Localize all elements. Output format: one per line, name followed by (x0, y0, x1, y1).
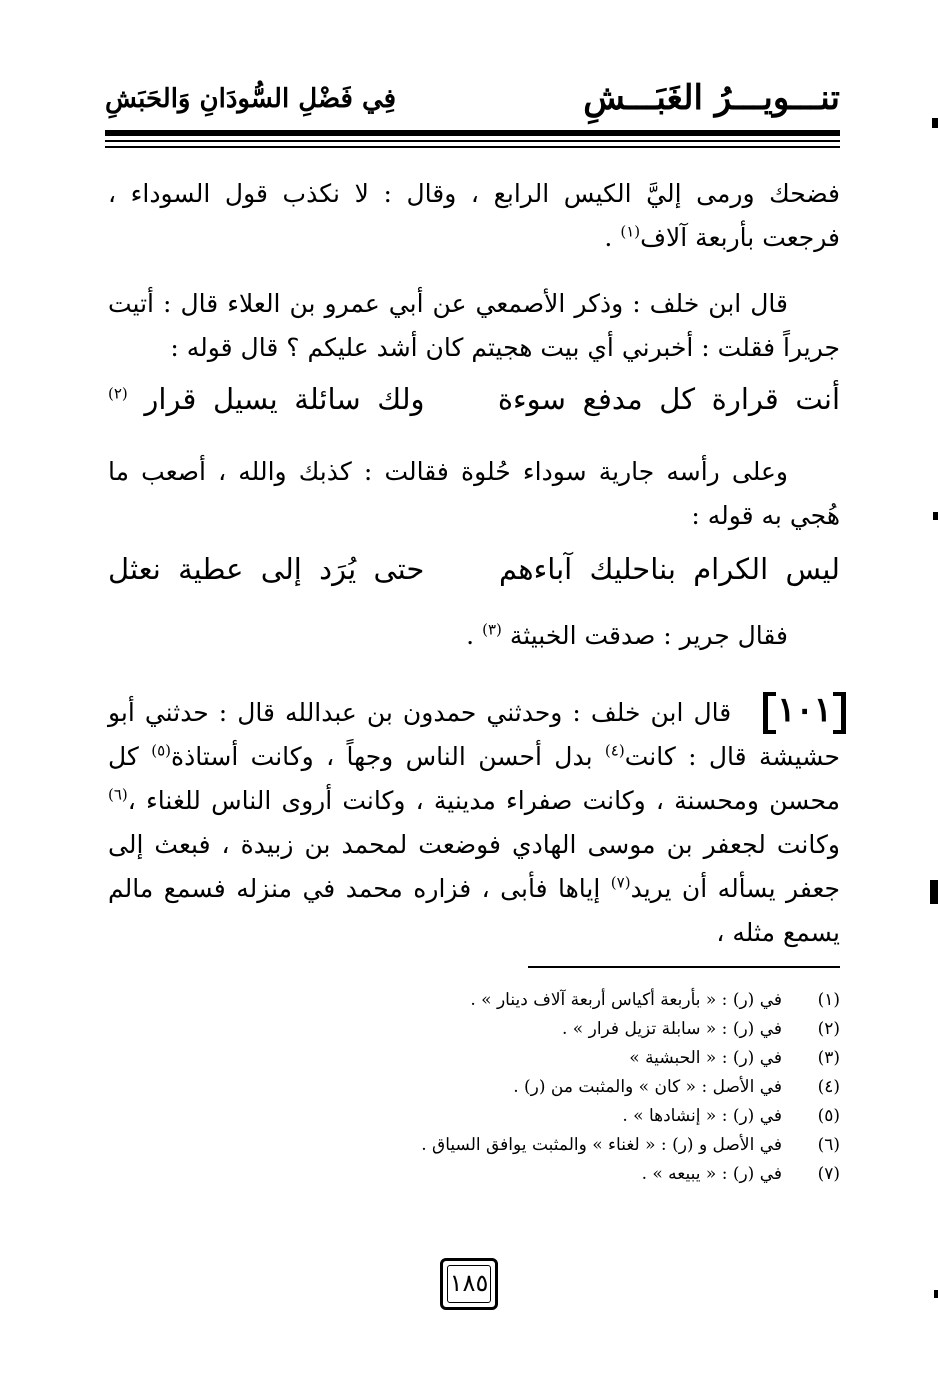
scan-mark (932, 118, 938, 128)
verse-hemistich: حتى يُرَد إلى عطية نعثل (108, 552, 425, 586)
paragraph-2: قال ابن خلف : وذكر الأصمعي عن أبي عمرو بن العلاء قال : أتيت جريراً فقلت : أخبرني أي بيت هجيتم كان أشد عليكم ؟ قال قوله : (108, 289, 840, 362)
verse-hemistich: ليس الكرام بناحليك آباءهم (499, 552, 841, 586)
running-header (105, 70, 840, 130)
footnote-item: (٢) في (ر) : « سابلة تزيل فرار » . (562, 1019, 840, 1039)
footnote-ref: (٧) (610, 873, 631, 892)
footnote-ref: (٤) (604, 741, 625, 760)
header-subtitle: فِي فَضْلِ السُّودَانِ وَالحَبَشِ (105, 84, 397, 114)
footnote-ref: (٣) (482, 620, 502, 639)
paragraph-5: ١٠١قال ابن خلف : وحدثني حمدون بن عبدالله قال : حدثني أبو حشيشة قال : كانت$^{(٤)}$ بدل أحسن الناس وجهاً ، وكانت أستاذة$^{(٥)}$ كل محسن ومحسنة ، وكانت صفراء مدينية ، وكانت أروى الناس للغناء ،$^{(٦)}$ وكانت لجعفر بن موسى الهادي فوضعت لمحمد بن زبيدة ، فبعث إلى جعفر يسأله أن يريد$^{(٧)}$ إياها فأبى ، فزاره محمد في منزله فسمع مالم يسمع مثله ، (108, 690, 840, 947)
footnote-ref: (٥) (151, 741, 171, 760)
header-rule (105, 140, 840, 142)
footnote-ref: (٢) (108, 384, 128, 403)
footnote-item: (٦) في الأصل و (ر) : « لغناء » والمثبت يوافق السياق . (421, 1135, 840, 1155)
verse-hemistich: ولك سائلة يسيل قرار (144, 382, 425, 416)
header-rule (105, 146, 840, 148)
footnote-item: (٧) في (ر) : « يبيعه » . (641, 1164, 840, 1184)
footnote-ref: (١) (620, 222, 641, 241)
header-rule (105, 130, 840, 136)
paragraph-1: فضحك ورمى إليَّ الكيس الرابع ، وقال : لا نكذب قول السوداء ، فرجعت بأربعة آلاف$^{(١)}$ . (108, 179, 840, 252)
footnote-separator (528, 966, 840, 968)
scan-mark (934, 1290, 938, 1298)
verse-2 (108, 552, 840, 586)
footnote-item: (٣) في (ر) : « الحبشية » (629, 1048, 840, 1068)
paragraph-4: فقال جرير : صدقت الخبيثة $^{(٣)}$ . (466, 620, 788, 650)
footnote-item: (١) في (ر) : « بأربعة أكياس أربعة آلاف دينار » . (470, 990, 840, 1010)
section-number: ١٠١ (769, 688, 840, 732)
paragraph-3: وعلى رأسه جارية سوداء حُلوة فقالت : كذبك والله ، أصعب ما هُجي به قوله : (108, 457, 840, 530)
scan-mark (933, 512, 938, 520)
page-number: ١٨٥ (449, 1269, 489, 1297)
footnote-item: (٤) في الأصل : « كان » والمثبت من (ر) . (513, 1077, 840, 1097)
verse-hemistich: أنت قرارة كل مدفع سوءة (497, 382, 841, 416)
footnote-ref: (٦) (108, 785, 128, 804)
footnotes (300, 986, 840, 1189)
page-number-frame (440, 1258, 498, 1310)
footnote-item: (٥) في (ر) : « إنشادها » . (622, 1106, 840, 1126)
scan-mark (930, 880, 938, 904)
header-title: تنـــويـــرُ الغَبَـــشِ (583, 78, 840, 118)
verse-1 (108, 382, 840, 416)
